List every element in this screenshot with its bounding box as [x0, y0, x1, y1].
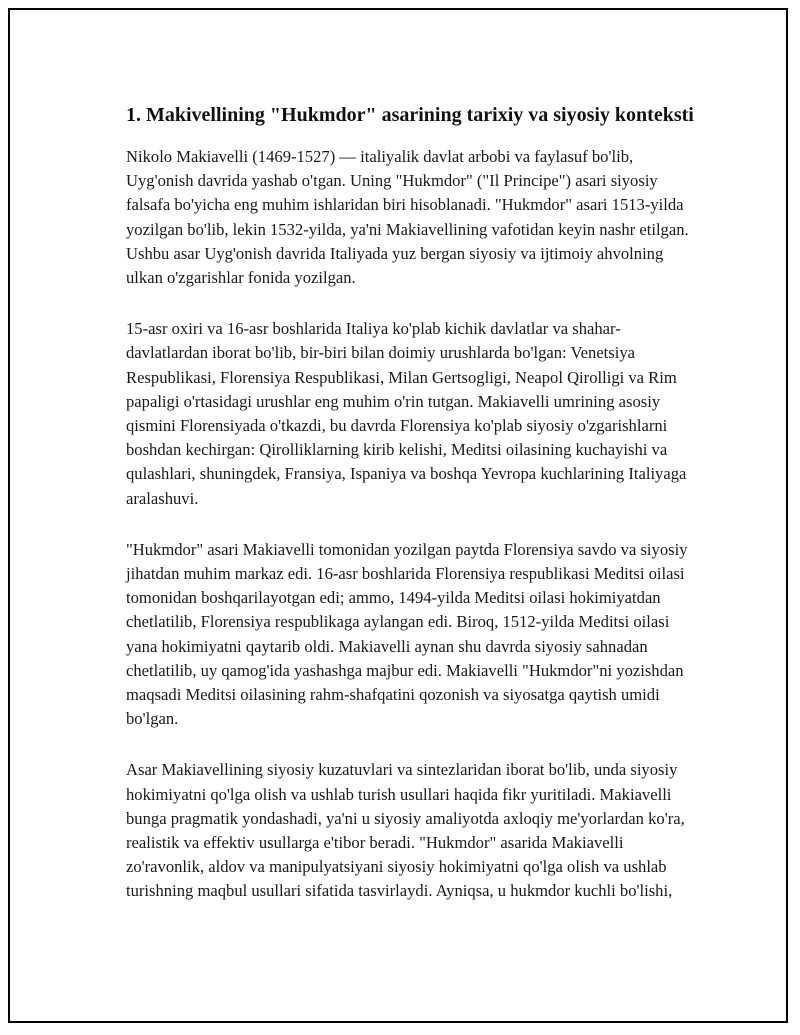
- paragraph-4: Asar Makiavellining siyosiy kuzatuvlari va sintezlaridan iborat bo'lib, unda siyosiy hokimiyatni qo'lga olish va ushlab turish usullari haqida fikr yuritiladi. Makiavelli bunga pragmatik yondashadi, ya'ni u siyosiy amaliyotda axloqiy me'yorlardan ko'ra, realistik va effektiv usullarga e'tibor beradi. "Hukmdor" asarida Makiavelli zo'ravonlik, aldov va manipulyatsiyani siyosiy hokimiyatni qo'lga olish va ushlab turishning maqbul usullari sifatida tasvirlaydi. Ayniqsa, u hukmdor kuchli bo'lishi,: [126, 760, 685, 901]
- document-page: [8, 8, 788, 1023]
- paragraph-2: 15-asr oxiri va 16-asr boshlarida Italiya ko'plab kichik davlatlar va shahar-davlatlardan iborat bo'lib, bir-biri bilan doimiy urushlarda bo'lgan: Venetsiya Respublikasi, Florensiya Respublikasi, Milan Gertsogligi, Neapol Qirolligi va Rim papaligi o'rtasidagi urushlar eng muhim o'rin tutgan. Makiavelli umrining asosiy qismini Florensiyada o'tkazdi, bu davrda Florensiya ko'plab siyosiy o'zgarishlarni boshdan kechirgan: Qirolliklarning kirib kelishi, Meditsi oilasining kuchayishi va qulashlari, shuningdek, Fransiya, Ispaniya va boshqa Yevropa kuchlarining Italiyaga aralashuvi.: [126, 319, 687, 508]
- document-body: [126, 102, 696, 931]
- section-heading: 1. Makivellining "Hukmdor" asarining tarixiy va siyosiy konteksti: [126, 104, 694, 126]
- paragraph-3: "Hukmdor" asari Makiavelli tomonidan yozilgan paytda Florensiya savdo va siyosiy jihatdan muhim markaz edi. 16-asr boshlarida Florensiya respublikasi Meditsi oilasi tomonidan boshqarilayotgan edi; ammo, 1494-yilda Meditsi oilasi hokimiyatdan chetlatilib, Florensiya respublikaga aylangan edi. Biroq, 1512-yilda Meditsi oilasi yana hokimiyatni qaytarib oldi. Makiavelli aynan shu davrda siyosiy sahnadan chetlatilib, uy qamog'ida yashashga majbur edi. Makiavelli "Hukmdor"ni yozishdan maqsadi Meditsi oilasining rahm-shafqatini qozonish va siyosatga qaytish umidi bo'lgan.: [126, 539, 688, 729]
- paragraph-1: Nikolo Makiavelli (1469-1527) — italiyalik davlat arbobi va faylasuf bo'lib, Uyg'onish davrida yashab o'tgan. Uning "Hukmdor" ("Il Principe") asari siyosiy falsafa bo'yicha eng muhim ishlaridan biri hisoblanadi. "Hukmdor" asari 1513-yilda yozilgan bo'lib, lekin 1532-yilda, ya'ni Makiavellining vafotidan keyin nashr etilgan. Ushbu asar Uyg'onish davrida Italiyada yuz bergan siyosiy va ijtimoiy ahvolning ulkan o'zgarishlar fonida yozilgan.: [126, 147, 689, 288]
